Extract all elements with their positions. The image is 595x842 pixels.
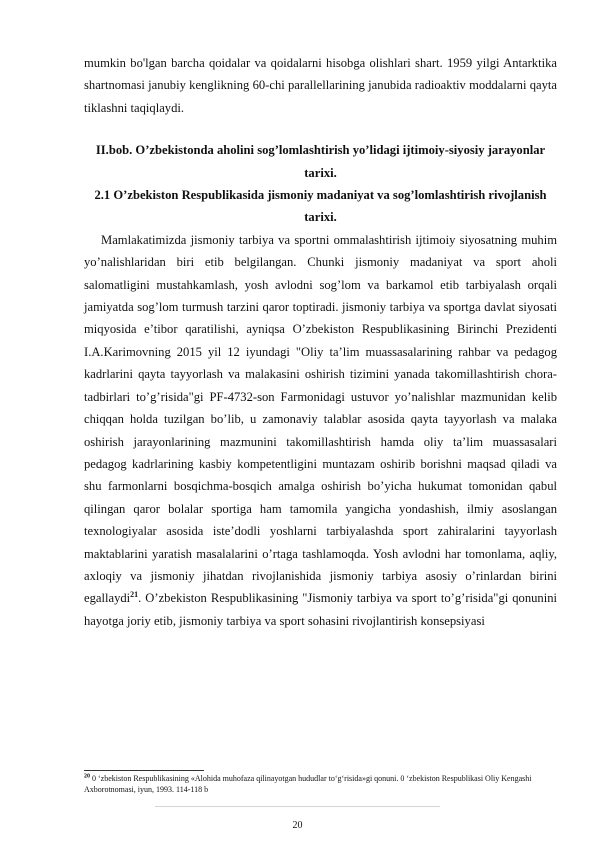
chapter-heading: II.bob. O’zbekistonda aholini sog’lomlashtirish yo’lidagi ijtimoiy-siyosiy jarayonlar tarixi. [95, 143, 546, 180]
footer-divider [155, 806, 440, 807]
footnote-text: 0 ‘zbekiston Respublikasining «Alohida muhofaza qilinayotgan hududlar to‘g‘risida»gi qonuni. 0 ‘zbekiston Respublikasi Oliy Kengashi Axborotnomasi, iyun, 1993. 114-118 b [84, 774, 532, 794]
intro-paragraph: mumkin bo'lgan barcha qoidalar va qoidalarni hisobga olishlari shart. 1959 yilgi Antarktika shartnomasi janubiy kenglikning 60-chi parallellarining janubida radioaktiv moddalarni qayta tiklashni taqiqlaydi. [84, 56, 557, 115]
main-paragraph-text: Mamlakatimizda jismoniy tarbiya va sportni ommalashtirish ijtimoiy siyosatning muhim yo’nalishlaridan biri etib belgilangan. Chunki jismoniy madaniyat va sport aholi salomatligini mustahkamlash, yosh avlodni sog’lom va barkamol etib tarbiyalash orqali jamiyatda sog’lom turmush tarzini qaror toptiradi. jismoniy tarbiya va sportga davlat siyosati miqyosida e’tibor qaratilishi, ayniqsa O’zbekiston Respublikasining Birinchi Prezidenti I.A.Karimovning 2015 yil 12 iyundagi "Oliy ta’lim muassasalarining rahbar va pedagog kadrlarini qayta tayyorlash va malakasini oshirish tizimini yanada takomillashtirish chora-tadbirlari to’g’risida"gi PF-4732-son Farmonidagi ustuvor yo’nalishlar mazmunidan kelib chiqqan holda tuzilgan bo’lib, u zamonaviy talablar asosida qayta tayyorlash va malaka oshirish jarayonlarining mazmunini takomillashtirish hamda oliy ta’lim muassasalari pedagog kadrlarining kasbiy kompetentligini muntazam oshirib borishni maqsad qiladi va shu farmonlarni bosqichma-bosqich amalga oshirish bo’yicha hukumat tomonidan qabul qilingan qaror bolalar sportiga ham tamomila yangicha yondashish, ilmiy asoslangan texnologiyalar asosida iste’dodli yoshlarni tarbiyalashda sport zahiralarini tayyorlash maktablarini yaratish masalalarini o’rtaga tashlamoqda. Yosh avlodni har tomonlama, aqliy, axloqiy va jismoniy jihatdan rivojlanishida jismoniy tarbiya asosiy o’rinlardan birini egallaydi [84, 232, 557, 606]
body-text [84, 52, 557, 632]
section-heading: 2.1 O’zbekiston Respublikasida jismoniy madaniyat va sog’lomlashtirish rivojlanish tarixi. [94, 188, 547, 225]
main-paragraph-tail: . O’zbekiston Respublikasining "Jismoniy tarbiya va sport to’g’risida"gi qonunini hayotga joriy etib, jismoniy tarbiya va sport sohasini rivojlantirish konsepsiyasi [84, 591, 557, 628]
main-paragraph [84, 229, 557, 632]
page-number: 20 [292, 820, 303, 831]
footnote-reference[interactable]: 21 [130, 590, 139, 600]
footnote-marker: 20 [84, 773, 90, 780]
footnote [84, 773, 557, 795]
footnote-divider [84, 770, 204, 771]
